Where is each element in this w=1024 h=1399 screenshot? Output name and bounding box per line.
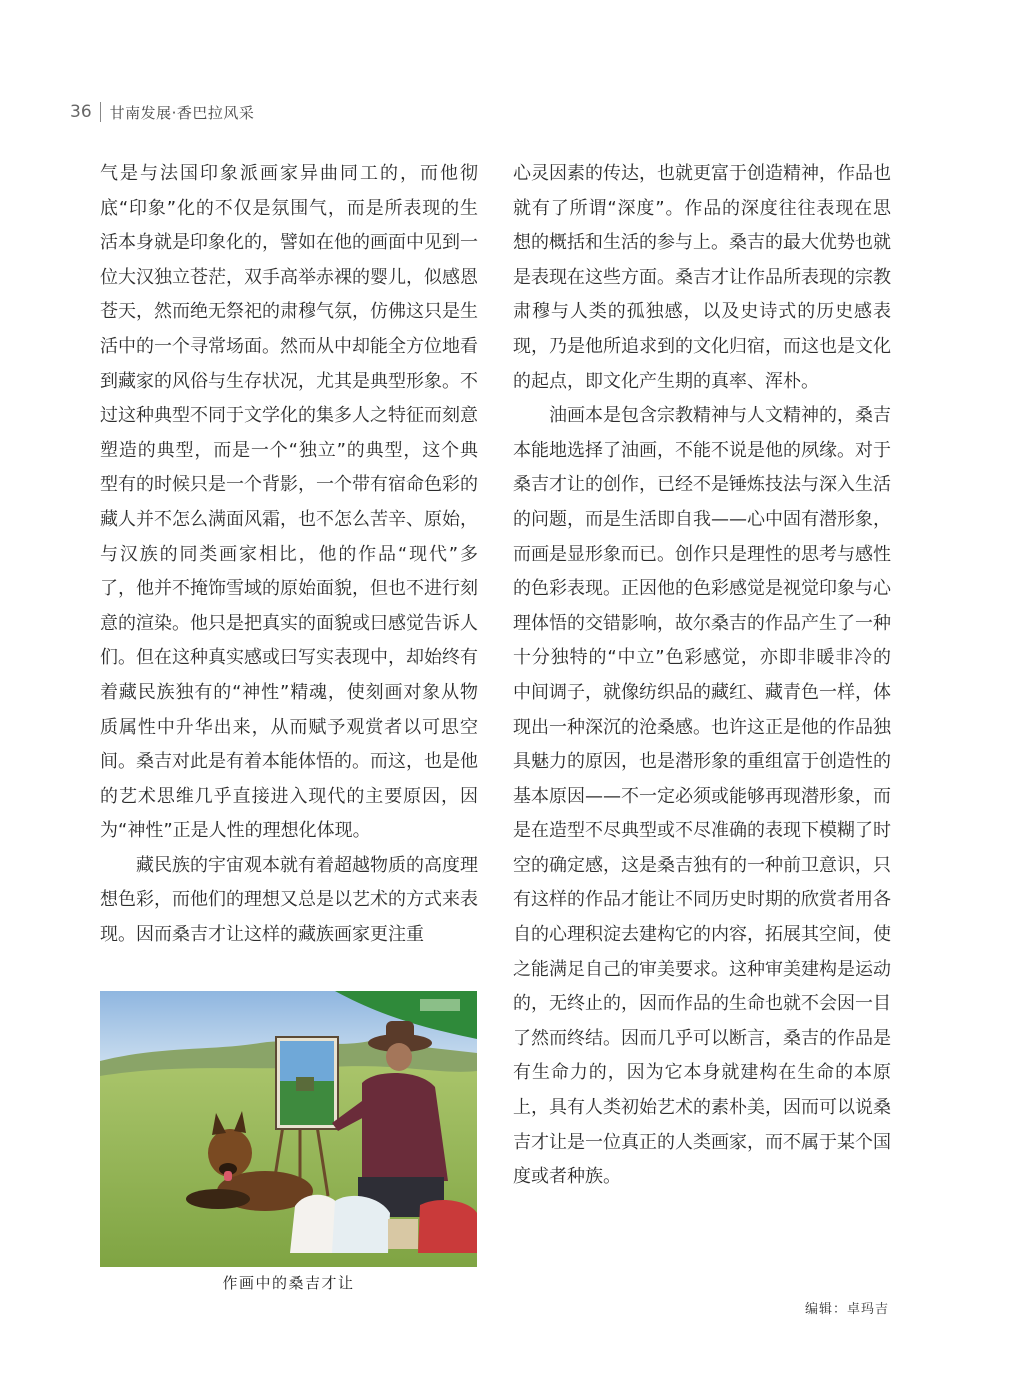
photo-illustration (100, 991, 477, 1267)
page-number: 36 (70, 102, 92, 122)
canvas-painting (276, 1037, 338, 1129)
umbrella-text (420, 999, 460, 1011)
right-column (513, 157, 891, 1195)
section-title: 甘南发展·香巴拉风采 (109, 103, 255, 122)
left-column (100, 157, 478, 953)
right-paragraph-1: 心灵因素的传达，也就更富于创造精神，作品也就有了所谓“深度”。作品的深度往往表现在思想的概括和生活的参与上。桑吉的最大优势也就是表现在这些方面。桑吉才让作品所表现的宗教肃穆与人类的孤独感，以及史诗式的历史感表现，乃是他所追求到的文化归宿，而这也是文化的起点，即文化产生期的真率、浑朴。 (513, 163, 891, 392)
photo-caption: 作画中的桑吉才让 (222, 1274, 355, 1292)
header-divider (100, 102, 101, 122)
right-paragraph-2: 油画本是包含宗教精神与人文精神的，桑吉本能地选择了油画，不能不说是他的夙缘。对于桑吉才让的创作，已经不是锤炼技法与深入生活的问题，而是生活即自我——心中固有潜形象，而画是显形象而已。创作只是理性的思考与感性的色彩表现。正因他的色彩感觉是视觉印象与心理体悟的交错影响，故尔桑吉的作品产生了一种十分独特的“中立”色彩感觉，亦即非暖非冷的中间调子，就像纺织品的藏红、藏青色一样，体现出一种深沉的沧桑感。也许这正是他的作品独具魅力的原因，也是潜形象的重组富于创造性的基本原因——不一定必须或能够再现潜形象，而是在造型不尽典型或不尽准确的表现下模糊了时空的确定感，这是桑吉独有的一种前卫意识，只有这样的作品才能让不同历史时期的欣赏者用各自的心理积淀去建构它的内容，拓展其空间，使之能满足自己的审美要求。这种审美建构是运动的，无终止的，因而作品的生命也就不会因一目了然而终结。因而几乎可以断言，桑吉的作品是有生命力的，因为它本身就建构在生命的本原上，具有人类初始艺术的素朴美，因而可以说桑吉才让是一位真正的人类画家，而不属于某个国度或者种族。 (513, 405, 891, 1188)
editor-credit: 编辑：卓玛吉 (804, 1302, 889, 1317)
left-paragraph-1: 气是与法国印象派画家异曲同工的，而他彻底“印象”化的不仅是氛围气，而是所表现的生活本身就是印象化的，譬如在他的画面中见到一位大汉独立苍茫，双手高举赤裸的婴儿，似感恩苍天，然而绝无祭祀的肃穆气氛，仿佛这只是生活中的一个寻常场面。然而从中却能全方位地看到藏家的风俗与生存状况，尤其是典型形象。不过这种典型不同于文学化的集多人之特征而刻意塑造的典型，而是一个“独立”的典型，这个典型有的时候只是一个背影，一个带有宿命色彩的藏人并不怎么满面风霜，也不怎么苦辛、原始，与汉族的同类画家相比，他的作品“现代”多了，他并不掩饰雪域的原始面貌，但也不进行刻意的渲染。他只是把真实的面貌或曰感觉告诉人们。但在这种真实感或曰写实表现中，却始终有着藏民族独有的“神性”精魂，使刻画对象从物质属性中升华出来，从而赋予观赏者以可思空间。桑吉对此是有着本能体悟的。而这，也是他的艺术思维几乎直接进入现代的主要原因，因为“神性”正是人性的理想化体现。 (100, 163, 478, 842)
left-paragraph-2: 藏民族的宇宙观本就有着超越物质的高度理想色彩，而他们的理想又总是以艺术的方式来表现。因而桑吉才让这样的藏族画家更注重 (100, 854, 478, 946)
artist-painting-photo (100, 991, 477, 1267)
page-header (70, 98, 254, 126)
